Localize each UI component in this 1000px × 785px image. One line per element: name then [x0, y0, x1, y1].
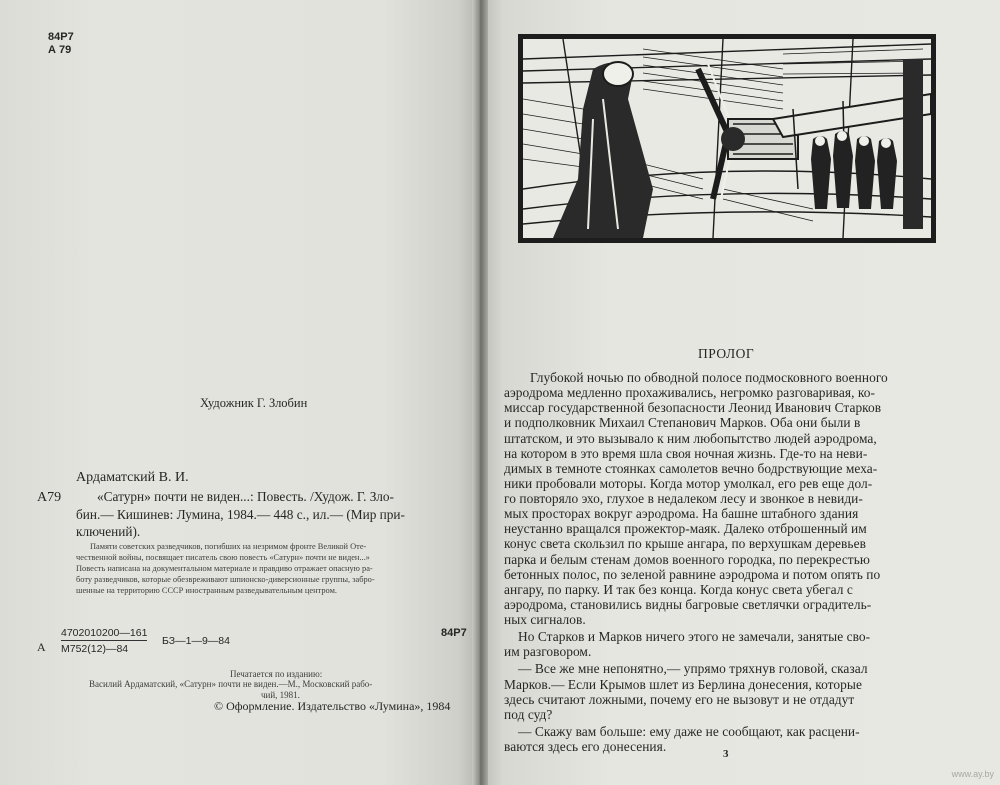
text-line: и подполковник Михаил Степанович Марков. Оба они были в [504, 415, 861, 431]
left-page [0, 0, 478, 785]
book-gutter [472, 0, 488, 785]
text-line: ваются здесь его донесения. [504, 739, 667, 754]
chapter-title: ПРОЛОГ [698, 346, 755, 361]
bib-line: бин.— Кишинев: Лумина, 1984.— 448 с., ил.— (Мир при- [76, 506, 405, 522]
printed-by-header: Печатается по изданию: [230, 669, 323, 679]
text-line: го повторяло эхо, глухое в недалеком лесу и звонкое в невиди- [504, 491, 863, 506]
bib-line: ключений). [76, 524, 141, 539]
annotation-line: шенные на территорию СССР иностранным разведывательным центром. [76, 586, 337, 595]
bib-author: Ардаматский В. И. [76, 470, 189, 485]
airplane-hangar-illustration-icon [523, 39, 931, 238]
index-letter: А [37, 640, 46, 654]
text-line: на котором в это время шла своя ночная жизнь. Где-то на неви- [504, 445, 868, 461]
printed-by [89, 679, 372, 701]
text-line: миссар государственной безопасности Леонид Иванович Старков [504, 400, 882, 416]
text-line: неустанно вращался прожектор-маяк. Далеко отброшенный им [504, 521, 867, 537]
text-line: им разговором. [504, 644, 592, 660]
text-line: конус света скользил по крыше ангара, по верхушкам деревьев [504, 536, 866, 552]
annotation [76, 541, 375, 596]
text-line: ники пробовали моторы. Когда мотор умолкал, его рев еще дол- [504, 475, 873, 491]
chapter-illustration [518, 34, 936, 243]
annotation-line: Памяти советских разведчиков, погибших на незримом фронте Великой Оте- [90, 542, 367, 551]
annotation-line: боту разведчиков, которые обезвреживают шпионско-диверсионные группы, забро- [76, 575, 375, 584]
copyright: © Оформление. Издательство «Лумина», 1984 [214, 699, 451, 713]
annotation-line: Повесть написана на документальном материале и правдиво отражает опасную ра- [76, 564, 373, 573]
printed-by-line: Василий Ардаматский, «Сатурн» почти не виден.—М., Московский рабо- [89, 679, 373, 689]
text-line: Но Старков и Марков ничего этого не замечали, занятые сво- [518, 629, 871, 645]
text-line: штатском, и это вызывало к ним любопытство людей аэродрома, [504, 430, 877, 446]
page-number: 3 [723, 748, 729, 760]
text-line: — Все же мне непонятно,— упрямо тряхнув головой, сказал [518, 661, 868, 677]
text-line: Глубокой ночью по обводной полосе подмосковного военного [530, 370, 888, 385]
printed-by-line: чий, 1981. [261, 690, 300, 700]
text-line: здесь считают ложными, почему его не вызовут и не отдадут [504, 691, 855, 707]
catalog-letter: А79 [37, 490, 62, 505]
text-line: Марков.— Если Крымов шлет из Берлина донесения, которые [504, 676, 862, 692]
bib-line: «Сатурн» почти не виден...: Повесть. /Худож. Г. Зло- [97, 489, 394, 504]
text-line: ангару, по парку. И так без конца. Когда конус света убегал с [504, 581, 853, 597]
text-line: димых в темноте стоянках самолетов вечно бодрствующие меха- [504, 460, 878, 476]
text-line: аэродрома, становились видны багровые светлячки оградитель- [504, 596, 872, 612]
author-mark: А 79 [48, 44, 72, 56]
text-line: под суд? [504, 706, 553, 722]
classification-code: 84Р7 [48, 31, 74, 43]
annotation-line: чественной войны, посвящает писатель свою повесть «Сатурн» почти не виден...» [76, 553, 370, 562]
text-line: парка и белым стенам домов военного городка, по перекрестью [504, 551, 870, 567]
index-m: М752(12)—84 [61, 643, 129, 655]
text-line: бетонных полос, по зеленой равнине аэродрома и потом опять по [504, 566, 881, 582]
text-line: ных сигналов. [504, 612, 586, 627]
text-line: аэродрома медленно прохаживались, негромко разговаривая, ко- [504, 385, 876, 401]
text-line: мых просторах вокруг аэродрома. На башне штабного здания [504, 506, 859, 522]
bib-entry [76, 488, 405, 541]
text-line: — Скажу вам больше: ему даже не сообщают, как расцени- [518, 723, 860, 739]
index-b3: БЗ—1—9—84 [162, 635, 230, 647]
index-number: 4702010200—161 [61, 627, 148, 639]
watermark: www.ay.by [951, 769, 994, 779]
artist-credit: Художник Г. Злобин [200, 396, 308, 410]
index-code-right: 84Р7 [441, 627, 467, 639]
